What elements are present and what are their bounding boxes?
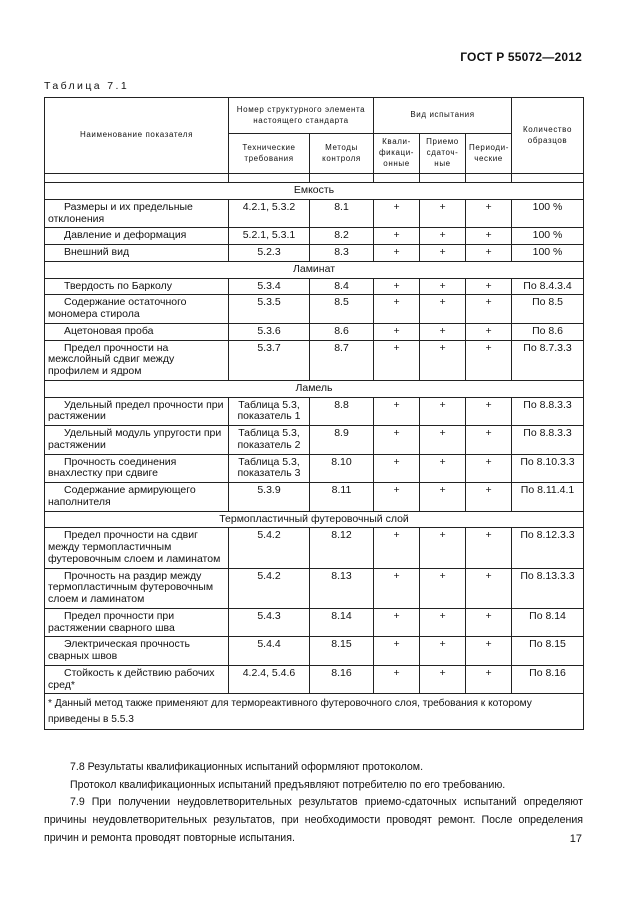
periodic-mark-cell: +: [466, 608, 512, 637]
qualification-mark-cell: +: [374, 426, 420, 455]
acceptance-mark-cell: +: [420, 483, 466, 512]
acceptance-mark-cell: +: [420, 323, 466, 340]
indicator-name-cell: [45, 278, 229, 295]
qualification-mark-cell: +: [374, 665, 420, 694]
indicator-name-text: Давление и деформация: [64, 229, 187, 242]
sample-count-cell: По 8.11.4.1: [512, 483, 584, 512]
periodic-mark-cell: +: [466, 199, 512, 228]
indicator-name-text: Удельный модуль упругости при растяжении: [48, 427, 222, 451]
tech-requirements-cell: 5.3.6: [229, 323, 310, 340]
acceptance-mark-cell: +: [420, 568, 466, 608]
indicator-name-text: Внешний вид: [64, 246, 130, 258]
table-body: [45, 183, 584, 694]
qualification-mark-cell: +: [374, 397, 420, 426]
table-row: [45, 397, 584, 426]
header-acceptance: Приемо сдаточ-ные: [420, 134, 466, 174]
tech-requirements-cell: Таблица 5.3, показатель 1: [229, 397, 310, 426]
table-row: [45, 199, 584, 228]
header-test-type: Вид испытания: [374, 98, 512, 134]
indicator-name-text: Стойкость к действию рабочих сред*: [48, 666, 215, 691]
control-method-cell: 8.13: [310, 568, 374, 608]
acceptance-mark-cell: +: [420, 340, 466, 380]
indicator-name-cell: [45, 323, 229, 340]
section-title: Емкость: [45, 183, 584, 200]
control-method-cell: 8.2: [310, 228, 374, 245]
periodic-mark-cell: +: [466, 278, 512, 295]
table-row: [45, 295, 584, 324]
section-row: [45, 511, 584, 528]
table-footnote: * Данный метод также применяют для термореактивного футеровочного слоя, требования к которому приведены в 5.5.3: [45, 694, 584, 730]
control-method-cell: 8.9: [310, 426, 374, 455]
section-title: Ламель: [45, 380, 584, 397]
tech-requirements-cell: 4.2.4, 5.4.6: [229, 665, 310, 694]
acceptance-mark-cell: +: [420, 528, 466, 568]
qualification-mark-cell: +: [374, 228, 420, 245]
qualification-mark-cell: +: [374, 278, 420, 295]
header-name: Наименование показателя: [45, 98, 229, 174]
control-method-cell: 8.1: [310, 199, 374, 228]
periodic-mark-cell: +: [466, 245, 512, 262]
sample-count-cell: По 8.8.3.3: [512, 397, 584, 426]
test-table: [44, 97, 584, 730]
header-tech-requirements: Технические требования: [229, 134, 310, 174]
header-periodic: Периоди-ческие: [466, 134, 512, 174]
tech-requirements-cell: 5.3.5: [229, 295, 310, 324]
sample-count-cell: 100 %: [512, 228, 584, 245]
acceptance-mark-cell: +: [420, 278, 466, 295]
header-gap-row: [45, 174, 584, 183]
tech-requirements-cell: 5.4.2: [229, 568, 310, 608]
qualification-mark-cell: +: [374, 637, 420, 666]
table-header: [45, 98, 584, 183]
acceptance-mark-cell: +: [420, 608, 466, 637]
table-row: [45, 568, 584, 608]
sample-count-cell: По 8.13.3.3: [512, 568, 584, 608]
sample-count-cell: По 8.4.3.4: [512, 278, 584, 295]
sample-count-cell: По 8.14: [512, 608, 584, 637]
indicator-name-cell: [45, 528, 229, 568]
tech-requirements-cell: 5.4.2: [229, 528, 310, 568]
acceptance-mark-cell: +: [420, 665, 466, 694]
indicator-name-cell: [45, 397, 229, 426]
periodic-mark-cell: +: [466, 426, 512, 455]
sample-count-cell: По 8.7.3.3: [512, 340, 584, 380]
table-row: [45, 665, 584, 694]
periodic-mark-cell: +: [466, 665, 512, 694]
header-structural-element: Номер структурного элемента настоящего стандарта: [229, 98, 374, 134]
sample-count-cell: По 8.12.3.3: [512, 528, 584, 568]
table-row: [45, 228, 584, 245]
acceptance-mark-cell: +: [420, 199, 466, 228]
control-method-cell: 8.7: [310, 340, 374, 380]
periodic-mark-cell: +: [466, 528, 512, 568]
periodic-mark-cell: +: [466, 483, 512, 512]
control-method-cell: 8.12: [310, 528, 374, 568]
sample-count-cell: По 8.8.3.3: [512, 426, 584, 455]
periodic-mark-cell: +: [466, 323, 512, 340]
periodic-mark-cell: +: [466, 340, 512, 380]
indicator-name-cell: [45, 483, 229, 512]
tech-requirements-cell: 5.4.3: [229, 608, 310, 637]
table-row: [45, 528, 584, 568]
acceptance-mark-cell: +: [420, 637, 466, 666]
table-row: [45, 637, 584, 666]
indicator-name-text: Предел прочности на межслойный сдвиг между профилем и ядром: [48, 341, 175, 377]
header-sample-count: Количество образцов: [512, 98, 584, 174]
header-control-methods: Методы контроля: [310, 134, 374, 174]
indicator-name-cell: [45, 245, 229, 262]
indicator-name-text: Содержание армирующего наполнителя: [48, 484, 196, 508]
acceptance-mark-cell: +: [420, 454, 466, 483]
table-row: [45, 454, 584, 483]
indicator-name-cell: [45, 295, 229, 324]
table-row: [45, 323, 584, 340]
indicator-name-cell: [45, 637, 229, 666]
qualification-mark-cell: +: [374, 295, 420, 324]
tech-requirements-cell: 5.2.1, 5.3.1: [229, 228, 310, 245]
acceptance-mark-cell: +: [420, 397, 466, 426]
paragraph: 7.8 Результаты квалификационных испытаний оформляют протоколом.: [70, 761, 424, 773]
indicator-name-text: Ацетоновая проба: [64, 324, 154, 337]
control-method-cell: 8.10: [310, 454, 374, 483]
sample-count-cell: По 8.16: [512, 665, 584, 694]
control-method-cell: 8.11: [310, 483, 374, 512]
qualification-mark-cell: +: [374, 528, 420, 568]
qualification-mark-cell: +: [374, 245, 420, 262]
indicator-name-text: Электрическая прочность сварных швов: [48, 638, 190, 662]
table-caption: Таблица 7.1: [44, 80, 130, 92]
sample-count-cell: По 8.6: [512, 323, 584, 340]
tech-requirements-cell: Таблица 5.3, показатель 2: [229, 426, 310, 455]
periodic-mark-cell: +: [466, 295, 512, 324]
sample-count-cell: 100 %: [512, 245, 584, 262]
sample-count-cell: По 8.10.3.3: [512, 454, 584, 483]
control-method-cell: 8.8: [310, 397, 374, 426]
acceptance-mark-cell: +: [420, 426, 466, 455]
section-title: Ламинат: [45, 261, 584, 278]
table-row: [45, 426, 584, 455]
tech-requirements-cell: 5.4.4: [229, 637, 310, 666]
control-method-cell: 8.14: [310, 608, 374, 637]
indicator-name-cell: [45, 228, 229, 245]
control-method-cell: 8.3: [310, 245, 374, 262]
acceptance-mark-cell: +: [420, 295, 466, 324]
indicator-name-text: Предел прочности при растяжении сварного шва: [48, 609, 175, 634]
section-row: [45, 261, 584, 278]
paragraph: Протокол квалификационных испытаний предъявляют потребителю по его требованию.: [70, 778, 506, 791]
tech-requirements-cell: 5.3.4: [229, 278, 310, 295]
indicator-name-cell: [45, 426, 229, 455]
tech-requirements-cell: 5.2.3: [229, 245, 310, 262]
sample-count-cell: По 8.15: [512, 637, 584, 666]
indicator-name-text: Содержание остаточного мономера стирола: [48, 296, 187, 320]
section-title: Термопластичный футеровочный слой: [45, 511, 584, 528]
qualification-mark-cell: +: [374, 483, 420, 512]
indicator-name-text: Предел прочности на сдвиг между термопластичным футеровочным слоем и ламинатом: [48, 529, 221, 565]
periodic-mark-cell: +: [466, 397, 512, 426]
indicator-name-cell: [45, 608, 229, 637]
tech-requirements-cell: Таблица 5.3, показатель 3: [229, 454, 310, 483]
sample-count-cell: По 8.5: [512, 295, 584, 324]
control-method-cell: 8.15: [310, 637, 374, 666]
indicator-name-text: Твердость по Барколу: [64, 279, 172, 292]
page-number: 17: [569, 833, 582, 845]
tech-requirements-cell: 5.3.7: [229, 340, 310, 380]
periodic-mark-cell: +: [466, 454, 512, 483]
table-row: [45, 340, 584, 380]
table-row: [45, 608, 584, 637]
acceptance-mark-cell: +: [420, 228, 466, 245]
qualification-mark-cell: +: [374, 199, 420, 228]
indicator-name-text: Удельный предел прочности при растяжении: [48, 398, 224, 423]
table-row: [45, 483, 584, 512]
indicator-name-cell: [45, 340, 229, 380]
tech-requirements-cell: 5.3.9: [229, 483, 310, 512]
qualification-mark-cell: +: [374, 323, 420, 340]
periodic-mark-cell: +: [466, 228, 512, 245]
table-row: [45, 278, 584, 295]
qualification-mark-cell: +: [374, 454, 420, 483]
paragraph: 7.9 При получении неудовлетворительных результатов приемо-сдаточных испытаний определяют причины неудовлетворительных результатов, при необходимости проводят ремонт. После определения причин и ремонта проводят повторные испытания.: [44, 796, 583, 844]
qualification-mark-cell: +: [374, 608, 420, 637]
tech-requirements-cell: 4.2.1, 5.3.2: [229, 199, 310, 228]
control-method-cell: 8.6: [310, 323, 374, 340]
qualification-mark-cell: +: [374, 568, 420, 608]
qualification-mark-cell: +: [374, 340, 420, 380]
indicator-name-text: Размеры и их предельные отклонения: [48, 200, 193, 225]
indicator-name-cell: [45, 199, 229, 228]
indicator-name-text: Прочность соединения внахлестку при сдвиге: [48, 455, 177, 480]
section-row: [45, 380, 584, 397]
control-method-cell: 8.4: [310, 278, 374, 295]
periodic-mark-cell: +: [466, 637, 512, 666]
header-qualification: Квали-фикаци-онные: [374, 134, 420, 174]
sample-count-cell: 100 %: [512, 199, 584, 228]
indicator-name-text: Прочность на раздир между термопластичным футеровочным слоем и ламинатом: [48, 569, 214, 605]
acceptance-mark-cell: +: [420, 245, 466, 262]
control-method-cell: 8.16: [310, 665, 374, 694]
indicator-name-cell: [45, 454, 229, 483]
periodic-mark-cell: +: [466, 568, 512, 608]
section-row: [45, 183, 584, 200]
table-row: [45, 245, 584, 262]
body-text: [44, 759, 583, 848]
control-method-cell: 8.5: [310, 295, 374, 324]
document-code: ГОСТ Р 55072—2012: [460, 50, 582, 64]
indicator-name-cell: [45, 568, 229, 608]
indicator-name-cell: [45, 665, 229, 694]
